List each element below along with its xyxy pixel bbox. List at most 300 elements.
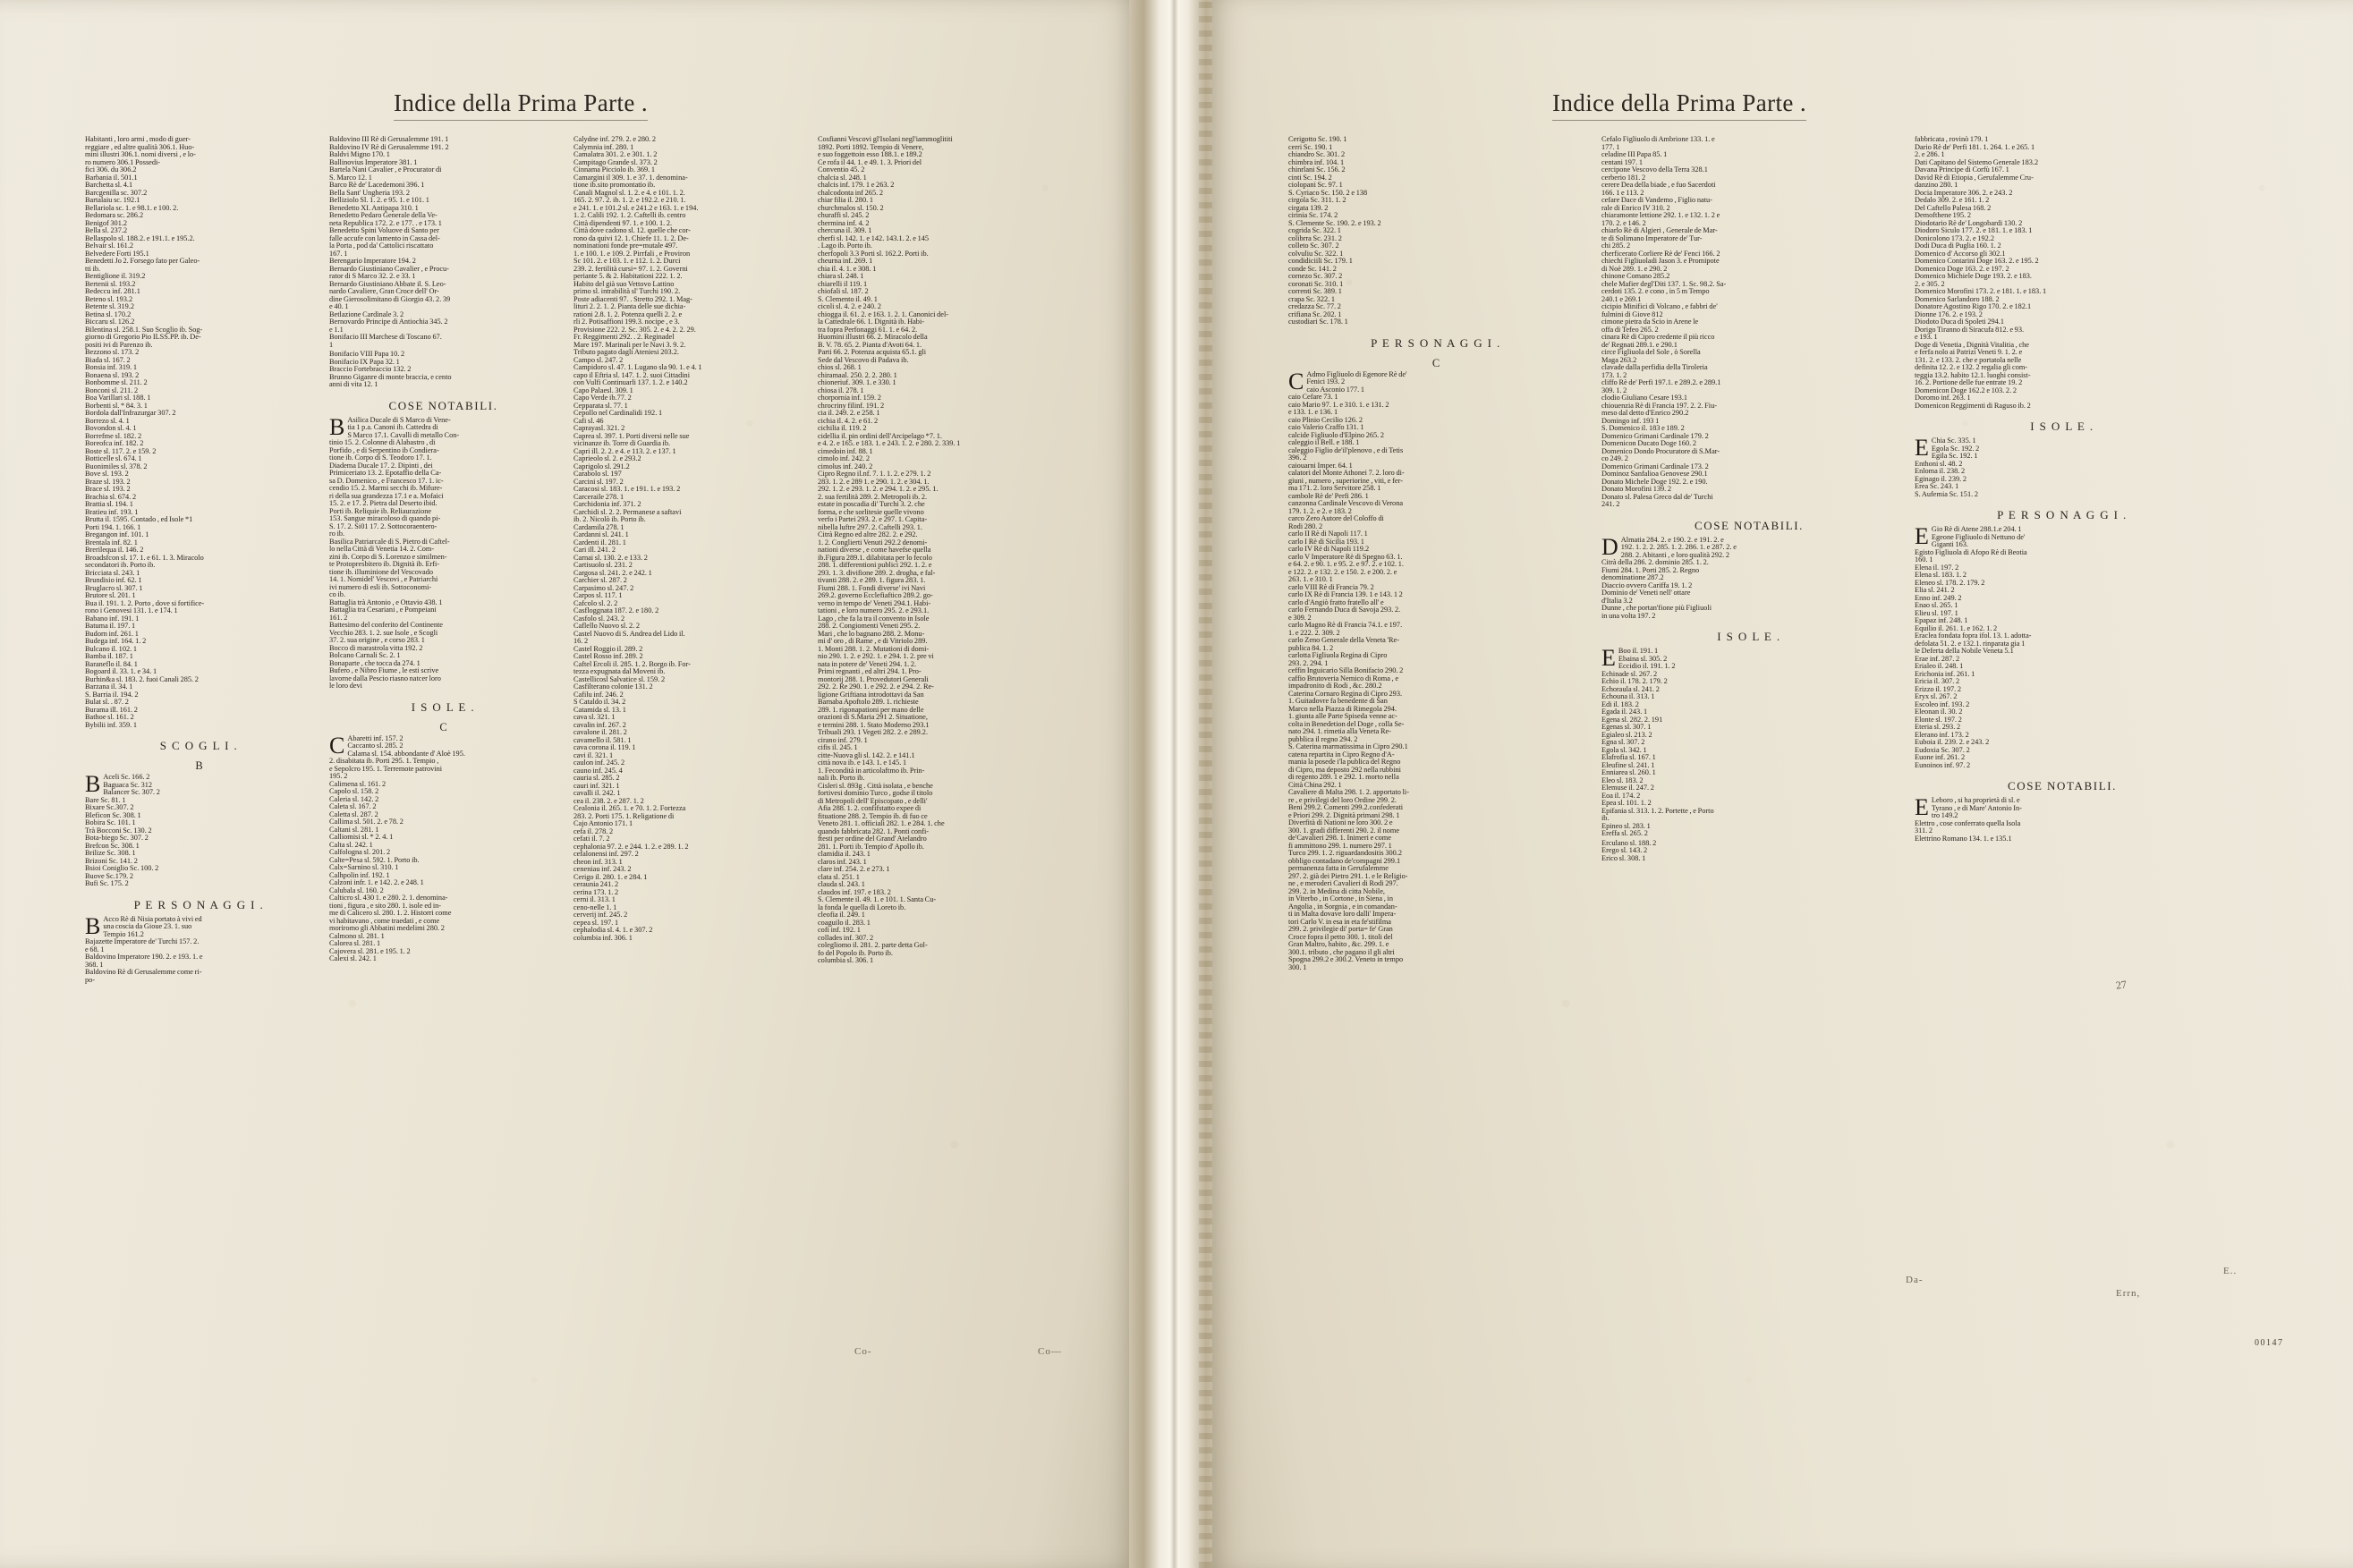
index-entry: 288. 1. differentioni publici 292. 1. 2. e (818, 562, 932, 569)
index-entry: chermina inf. 4. 2 (818, 219, 870, 227)
index-entry: Bertenii sl. 193.2 (85, 280, 136, 288)
index-entry: ro ib. (329, 530, 345, 538)
index-entry: chinone Comano 285.2 (1601, 273, 1670, 280)
index-entry: 167. 1 (329, 250, 348, 258)
index-entry: 300. 1. gradi differenti 290. 2. il nome (1288, 826, 1400, 835)
index-entry: chiramaal. 250. 2. 2. 280. 1 (818, 371, 897, 379)
index-entry: 16. 2. Portione delle fue entrate 19. 2 (1915, 379, 2023, 386)
index-entry: caio Cefare 73. 1 (1288, 394, 1338, 401)
index-entry: Casfolo sl. 243. 2 (573, 614, 625, 623)
index-entry: Broadsfcon sl. 17. 1. e 61. 1. 3. Miracolo (85, 554, 204, 562)
index-entry: Poste adiacenti 97. . Stretto 292. 1. Mag- (573, 295, 692, 303)
index-entry: caiouarni Imper. 64. 1 (1288, 462, 1353, 470)
index-entry: Citrà della 286. 2. dominio 285. 1. 2. (1601, 559, 1709, 566)
index-entry: ivi numero di esli ib. Sottoconomi- (329, 583, 432, 591)
index-entry: con Vulfi Continuarli 137. 1. 2. e 140.2 (573, 379, 688, 386)
index-entry: Betina sl. 170.2 (85, 310, 132, 318)
index-entry: le loro devi (329, 682, 362, 690)
index-entry: Caracosi sl. 183. 1. e 191. 1. e 193. 2 (573, 486, 681, 493)
index-block (85, 771, 313, 888)
index-entry: fulmini di Giove 812 (1601, 310, 1663, 318)
index-entry: Tempio 161.2 (103, 930, 144, 938)
index-entry: e 241. 1. e 101.2 sl. e 241.2 e 163. 1. e 194. (573, 204, 699, 212)
index-entry: Baldvi Migno 170. 1 (329, 151, 390, 158)
index-entry: Barnaba Apoftolo 289. 1. richieste (818, 699, 919, 706)
index-entry: tia 1 p.a. Canoni ib. Cattedra di (347, 424, 438, 431)
index-entry: 292. 2. Re 290. 1. e 292. 2. e 294. 2. Re- (818, 683, 934, 691)
index-entry: re , e privilegi del loro Ordine 299. 2. (1288, 796, 1397, 804)
index-entry: d'Italia 3.2 (1601, 597, 1633, 605)
index-entry: Braccio Fortebraccio 132. 2 (329, 366, 412, 373)
index-entry: Spogna 299.2 e 300.2. Veneto in tempo (1288, 956, 1404, 963)
index-entry: Domenicon Ducato Doge 160. 2 (1601, 440, 1697, 447)
index-entry: Beteno sl. 193.2 (85, 295, 133, 303)
index-entry: colegliomo il. 281. 2. parte detta Gol- (818, 942, 928, 949)
index-entry: tro 149.2 (1931, 812, 1958, 819)
index-entry: Donatore Agostino Rigo 170. 2. e 182.1 (1915, 303, 2032, 310)
index-entry: e 40. 1 (329, 303, 349, 310)
index-entry: Bordola dall'Infrazurgar 307. 2 (85, 410, 176, 417)
index-entry: capo il Eftria sl. 147. 1. 2. suoi Cittadini (573, 371, 690, 379)
index-entry: fituatione 288. 2. Tempio ib. di fuo ce (818, 812, 928, 820)
index-entry: definita 12. 2. e 132. 2 regalia gli com- (1915, 364, 2028, 371)
index-block (329, 351, 557, 389)
index-entry: tioni , figura , e sito 280. 1. isole ed in- (329, 902, 442, 910)
index-entry: Bonifacio IX Papa 32. 1 (329, 358, 400, 366)
index-entry: Barcgenilla sc. 307.2 (85, 189, 148, 197)
index-entry: chiosa il. 278. 1 (818, 386, 864, 394)
index-entry: Erichonia inf. 261. 1 (1915, 670, 1975, 678)
right-columns (1288, 136, 2290, 973)
index-entry: cicipio Minifici di Volcano , e fabbri de' (1601, 303, 1718, 310)
index-entry: Citrà Regno ed altre 282. 2. e 292. (818, 531, 918, 538)
index-entry: cirano inf. 279. 1 (818, 736, 868, 744)
index-entry: Donato Morofini 139. 2 (1601, 486, 1672, 493)
index-entry: la Porta , pod da' Cattolici riscattato (329, 242, 434, 250)
index-entry: clata sl. 251. 1 (818, 873, 860, 881)
index-entry: cavamello il. 581. 1 (573, 736, 632, 744)
index-entry: chinrlani Sc. 156. 2 (1288, 166, 1346, 174)
index-entry: crifiana Sc. 202. 1 (1288, 310, 1342, 318)
index-entry: Epifania sl. 313. 1. 2. Portette , e Porto (1601, 807, 1714, 815)
index-entry: Marco nella Piazza di Rimegola 294. (1288, 705, 1397, 713)
index-entry: chimbra inf. 104. 1 (1288, 158, 1345, 166)
index-entry: secondatori ib. Porto ib. (85, 562, 156, 569)
index-entry: Bove sl. 193. 2 (85, 470, 129, 478)
index-entry: Cefalo Figliuolo di Ambrione 133. 1. e (1601, 136, 1715, 143)
index-entry: cerverij inf. 245. 2 (573, 911, 628, 919)
index-entry: Bella Sant' Ungheria 193. 2 (329, 189, 410, 197)
index-entry: Davana Principe di Corfù 167. 1 (1915, 166, 2009, 174)
index-entry: Biada sl. 167. 2 (85, 356, 131, 364)
section-heading: COSE NOTABILI. (388, 398, 498, 412)
section-heading: P E R S O N A G G I . (133, 897, 265, 911)
index-entry: Callima sl. 501. 2. e 78. 2 (329, 818, 403, 826)
index-entry: nali ib. Porto ib. (818, 775, 865, 782)
index-entry: Brentala inf. 82. 1 (85, 538, 138, 547)
index-entry: cephalonia 97. 2. e 244. 1. 2. e 289. 1. 2 (573, 843, 689, 851)
index-entry: S. Barria il. 194. 2 (85, 691, 139, 699)
index-entry: Enniarea sl. 260. 1 (1601, 769, 1656, 776)
index-entry: cheon inf. 313. 1 (573, 858, 623, 866)
index-entry: Caprea sl. 397. 1. Porti diversi nelle sue (573, 432, 690, 440)
index-entry: clamidia il. 243. 1 (818, 851, 871, 858)
index-entry: Dominio de' Veneti nell' ottare (1601, 589, 1691, 597)
index-entry: ceffin Inguicario Silla Bonifacio 290. 2 (1288, 667, 1404, 674)
index-entry: cirgola Sc. 311. 1. 2 (1288, 197, 1346, 204)
index-entry: positi ivi di Parenzo ib. (85, 341, 153, 349)
index-entry: 166. 1 e 113. 2 (1601, 189, 1644, 197)
index-entry: ciolopani Sc. 97. 1 (1288, 182, 1343, 189)
index-entry: Bonaparte , che tocca da 274. 1 (329, 659, 420, 667)
index-entry: Buonimiles sl. 378. 2 (85, 462, 148, 470)
index-entry: Admo Figliuolo di Egenore Rè de' (1306, 370, 1407, 378)
index-entry: falle accufe con lamento in Cassa del- (329, 234, 440, 242)
index-entry: Eteria sl. 293. 2 (1915, 724, 1961, 731)
index-entry: caleggio il Bell. e 188. 1 (1288, 439, 1360, 446)
index-entry: e 1.1 (329, 326, 344, 334)
index-entry: David Rè di Etiopia , Gerufalemme Cru- (1915, 174, 2034, 182)
index-entry: Baldovino III Rè di Gerusalemme 191. 1 (329, 136, 449, 143)
index-entry: Eraclea fondata fopra ifol. 13. 1. adotta- (1915, 632, 2032, 640)
index-entry: clodio Giuliano Cesare 193.1 (1601, 394, 1688, 402)
index-block (1601, 840, 1897, 863)
index-entry: ib.Figura 289.1. dilabitata per lo fecolo (818, 554, 932, 562)
index-entry: Bulat sl. . 87. 2 (85, 699, 129, 706)
index-entry: . Lago ib. Porto ib. (818, 242, 872, 250)
column-R1 (1288, 136, 1584, 973)
index-entry: S. Caterina marmatissima in Cipro 290.1 (1288, 743, 1408, 750)
index-entry: cea il. 238. 2. e 287. 1. 2 (573, 797, 644, 805)
index-entry: tione ib. illuminione del Vescovado (329, 568, 433, 576)
index-entry: chiar filia il. 280. 1 (818, 197, 873, 204)
index-entry: nata in potere de' Veneti 294. 1. 2. (818, 660, 917, 668)
index-entry: carlo IV Rè di Napoli 119.2 (1288, 546, 1370, 553)
index-entry: cerri Sc. 190. 1 (1288, 143, 1333, 151)
index-entry: 2. e 305. 2 (1915, 280, 1945, 288)
index-entry: Camargini il 309. 1. e 37. 1. denomina- (573, 174, 688, 182)
index-entry: orazioni di S.Maria 291 2. Situatione, (818, 714, 928, 721)
index-entry: ib. 2. Nicolò ib. Porto ib. (573, 516, 646, 523)
index-entry: Bruglacro sl. 307. 1 (85, 584, 143, 592)
index-entry: ne , e meroderi Cavalieri di Rodi 297. (1288, 880, 1398, 887)
index-entry: 14. 1. Nomidel' Vescovi , e Patriarchi (329, 576, 438, 583)
index-entry: tione ib. Corpo di S. Teodoro 17. 1. (329, 454, 432, 462)
index-entry: Borrefme sl. 182. 2 (85, 432, 142, 440)
index-entry: Casfloggnata 187. 2. e 180. 2 (573, 607, 659, 614)
index-entry: Caleria sl. 142. 2 (329, 795, 379, 803)
index-entry: colibrra Sc. 231. 2 (1288, 234, 1342, 242)
index-entry: Baguaca Sc. 312 (103, 781, 153, 789)
index-entry: correnti Sc. 389. 1 (1288, 288, 1342, 295)
index-entry: Cisleri sl. 893g . Città isolata , e benche (818, 782, 933, 790)
index-entry: Benigof 301.2 (85, 219, 128, 227)
index-entry: cauria sl. 285. 2 (573, 775, 620, 782)
index-entry: 165. 2. 97. 2. ib. 1. 2. e 192.2. e 210. 1. (573, 197, 686, 204)
index-entry: Caflello Nuovo sl. 2. 2 (573, 623, 640, 630)
index-entry: Baldovino Rè di Gerusalemme come ri- (85, 969, 202, 976)
index-entry: Porti ib. Reliquie ib. Reliaurazione (329, 507, 432, 515)
index-entry: vicinanze ib. Torre di Guardia ib. (573, 440, 671, 447)
index-entry: Sede dal Vescovo di Padava ib. (818, 356, 909, 364)
index-entry: Bartela Nani Cavalier , e Procurator di (329, 166, 442, 174)
index-entry: Erae inf. 287. 2 (1915, 655, 1960, 663)
index-entry: Canali Magnol sl. 1. 2. e 4. e 101. 1. 2. (573, 189, 685, 197)
index-entry: Boreofca inf. 182. 2 (85, 440, 144, 447)
index-entry: Boo il. 191. 1 (1618, 648, 1659, 655)
index-entry: ro numero 306.1 Possedi- (85, 158, 161, 166)
index-entry: 269.2. governo Ecclefiaftico 289.2. go- (818, 592, 933, 599)
index-entry: Belvair sl. 161.2 (85, 242, 134, 250)
index-entry: cavalin inf. 267. 2 (573, 721, 626, 729)
index-block (1601, 645, 1897, 838)
index-entry: Bobira Sc. 101. 1 (85, 819, 136, 826)
drop-cap: E (1601, 645, 1616, 671)
index-entry: 192. 1. 2. 2. 285. 1. 2. 286. 1. e 287. 2. e (1620, 544, 1737, 551)
index-entry: ceno-nelle 1. 1 (573, 903, 617, 911)
index-entry: 2. e 286. 1 (1915, 151, 1945, 158)
index-entry: Erego sl. 143. 2 (1601, 847, 1648, 854)
left-page (0, 0, 1136, 1568)
index-entry: co ib. (329, 591, 346, 598)
index-entry: cerni il. 313. 1 (573, 896, 616, 903)
index-entry: Gran Maltro, habito , &c. 299. 1. e (1288, 941, 1389, 948)
index-entry: Bajazette Imperatore de' Turchi 157. 2. (85, 938, 200, 945)
index-entry: rono da quivi 12. 1. Chiefe 11. 1. 2. De- (573, 234, 689, 242)
index-entry: Brizoni Sc. 141. 2 (85, 857, 138, 865)
index-entry: la fonda le quella di Loreto ib. (818, 903, 906, 911)
index-entry: colta in Benedetion del Doge , colla Se- (1288, 720, 1405, 728)
index-entry: cinara Rè di Cipro credente il più ricco (1601, 334, 1715, 341)
index-entry: S. 17. 2. Si01 17. 2. Sottocoraentero- (329, 522, 437, 530)
index-entry: Cajo Antonio 171. 1 (573, 820, 633, 827)
index-entry: Fr. Reggimenti 292. . 2. Reginadel (573, 334, 675, 341)
index-entry: Cinnama Picciolo ib. 369. 1 (573, 166, 656, 174)
index-entry: cerere Dea della biade , e fuo Sacerdoti (1601, 182, 1716, 189)
index-entry: Carchidonia inf. 371. 2 (573, 501, 641, 508)
index-entry: Bricciata sl. 243. 1 (85, 569, 140, 577)
index-entry: Egeone Figliuolo di Nettuno de' (1931, 533, 2026, 541)
index-entry: clauda sl. 243. 1 (818, 881, 865, 888)
index-entry: cia il. 249. 2. e 258. 1 (818, 410, 880, 417)
index-entry: 1. 2. Calili 192. 1. 2. Caftelli ib. centro (573, 212, 686, 219)
index-entry: Battaglia tra Cesariani , e Pompeiani (329, 606, 437, 614)
index-entry: Carpos sl. 117. 1 (573, 592, 623, 599)
index-block (1288, 136, 1584, 326)
index-entry: offa di Tefeo 265. 2 (1601, 326, 1659, 334)
index-entry: conde Sc. 141. 2 (1288, 265, 1337, 273)
index-entry: po- (85, 976, 96, 984)
index-entry: Calzoni infr. 1. e 142. 2. e 248. 1 (329, 879, 424, 886)
index-entry: crapa Sc. 322. 1 (1288, 295, 1336, 303)
index-entry: Barzana il. 34. 1 (85, 683, 133, 691)
index-entry: in Viterbo , in Cortone , in Siena , in (1288, 895, 1393, 903)
index-entry: caleggio Figlio de'il'plenovo , e di Tetis (1288, 446, 1404, 454)
index-entry: cendio 15. 2. Marmi secchi ib. Mifure- (329, 485, 443, 492)
index-entry: Caprigolo sl. 291.2 (573, 462, 630, 470)
index-entry: te Protopresbitero ib. Dignità ib. Erfi- (329, 561, 440, 568)
index-entry: Burama ill. 161. 2 (85, 706, 138, 714)
index-entry: Domenico Dondo Procuratore di S.Mar- (1601, 447, 1720, 455)
index-entry: Habitanti , loro armi , modo di guer- (85, 136, 191, 143)
index-entry: nibella luftre 297. 2. Caftelli 293. 1. (818, 523, 922, 531)
index-block (329, 136, 557, 349)
drop-cap: B (85, 771, 101, 797)
index-entry: Catamida sl. 13. 1 (573, 706, 626, 714)
index-entry: Erea Sc. 243. 1 (1915, 483, 1959, 490)
index-entry: verfo i Partei 293. 2. e 297. 1. Capita- (818, 516, 928, 523)
index-entry: cavalone il. 281. 2 (573, 729, 627, 736)
index-entry: cleofia il. 249. 1 (818, 911, 865, 919)
index-entry: e 64. 2. e 90. 1. e 95. 2. e 97. 2. e 102. 1. (1288, 561, 1404, 568)
drop-cap: C (1288, 368, 1304, 394)
index-entry: cichia il. 4. 2. e 61. 2 (818, 417, 879, 425)
index-entry: Domenicon Reggimenti di Raguso ib. 2 (1915, 402, 2031, 410)
column-R3 (1915, 136, 2210, 973)
letter-heading: C (439, 720, 447, 733)
index-entry: chi 285. 2 (1601, 242, 1631, 250)
index-entry: anni di vita 12. 1 (329, 381, 378, 388)
index-entry: carlo d'Angiò fratto fratello all' e (1288, 598, 1384, 606)
index-entry: e termini 288. 1. Stato Moderno 293.1 (818, 721, 930, 729)
index-entry: Carchier sl. 287. 2 (573, 577, 627, 584)
index-entry: Demofthene 195. 2 (1915, 212, 1972, 219)
index-entry: Diaccio ovvero Cariffa 19. 1. 2 (1601, 581, 1693, 589)
index-entry: Domenico Doge 163. 2. e 197. 2 (1915, 265, 2009, 273)
index-entry: Eccidio il. 191. 1. 2 (1618, 663, 1676, 670)
index-entry: Calticro sl. 430 1. e 280. 2. 1. denomina- (329, 894, 448, 902)
index-entry: Carnai sl. 130. 2. e 133. 2 (573, 554, 648, 562)
index-entry: lo nella Città di Venetia 14. 2. Com- (329, 546, 435, 553)
index-entry: teggia 13.2. habito 12.1. luoghi consist- (1915, 371, 2031, 379)
index-entry: Cajovera sl. 281. e 195. 1. 2 (329, 947, 411, 955)
index-entry: Calymnia inf. 280. 1 (573, 143, 634, 151)
index-entry: S. Clemente Sc. 190. 2. e 193. 2 (1288, 219, 1381, 227)
drop-cap: E (1915, 435, 1929, 461)
index-entry: 15. 2. e 17. 2. Pietra dal Deserto ibid. (329, 500, 437, 507)
index-entry: Bilentina sl. 258.1. Suo Scoglio ib. Sog- (85, 326, 203, 334)
index-entry: Bratieu inf. 193. 1 (85, 508, 139, 516)
index-entry: Caftel Ercoli il. 285. 1. 2. Borgo ib. For- (573, 660, 691, 668)
index-entry: Belliziolo Sl. 1. 2. e 95. 1. e 101. 1 (329, 197, 429, 204)
index-entry: Abaretti inf. 157. 2 (347, 734, 403, 742)
index-entry: e Sepolcro 195. 1. Terremote patrovini (329, 765, 443, 773)
index-entry: cava sl. 321. 1 (573, 714, 616, 721)
drop-cap: B (329, 413, 345, 440)
column-L1 (85, 136, 313, 986)
index-entry: Bellariola sc. 1. e 98.1. e 100. 2. (85, 204, 179, 212)
index-entry: montorij 288. 1. Provedutori Generali (818, 675, 929, 683)
index-entry: primo sl. intrabilità sl' Turchi 190. 2. (573, 288, 681, 295)
index-entry: tivanti 288. 2. e 289. 1. figura 283. 1. (818, 577, 926, 584)
index-entry: chiogga il. 61. 2. e 163. 1. 2. 1. Canonici del- (818, 310, 949, 318)
index-entry: Cardanni sl. 241. 1 (573, 531, 629, 538)
index-entry: Bua il. 191. 1. 2. Porto , dove si fortifice- (85, 599, 205, 607)
index-entry: cidellia il. pin ordini dell'Arcipelago *7. 1. (818, 432, 942, 440)
index-entry: Domenico Sarlandoro 188. 2 (1915, 295, 2000, 303)
index-entry: denominatione 287.2 (1601, 574, 1664, 581)
index-entry: Angolia , in Sorgnia , e in comandan- (1288, 903, 1397, 911)
index-entry: S. Clemente il. 49. 1. e 101. 1. Santa Cu- (818, 896, 937, 903)
index-entry: Castel Nuovo di S. Andrea del Lido il. (573, 630, 685, 638)
index-entry: Bixare Sc.307. 2 (85, 804, 134, 811)
index-entry: Afia 288. 1. 2. confifstatto expee di (818, 805, 922, 812)
index-entry: Brilize Sc. 308. 1 (85, 850, 136, 857)
index-entry: ib. (1601, 815, 1610, 822)
index-entry: ma 171. 2. loro Servitore 258. 1 (1288, 485, 1381, 492)
index-entry: dine Gierosolimitano di Giorgio 43. 2. 39 (329, 295, 451, 303)
index-entry: Euone inf. 261. 2 (1915, 754, 1966, 761)
index-entry: claros inf. 243. 1 (818, 858, 867, 866)
index-entry: chiarelli il 119. 1 (818, 280, 868, 288)
index-entry: città nova ib. e 143. 1. e 145. 1 (818, 759, 907, 767)
letter-heading: C (1431, 356, 1440, 369)
index-entry: Conventio 45. 2 (818, 166, 865, 174)
section-heading: COSE NOTABILI. (1694, 518, 1805, 532)
index-entry: Domenico Grimani Cardinale 179. 2 (1601, 432, 1709, 440)
index-entry: B. V. 78. 65. 2. Pianta d'Avoti 64. 1. (818, 341, 922, 349)
index-entry: sa D. Domenico , e Francesco 17. 1. ic- (329, 477, 444, 485)
index-entry: Cartisuolo sl. 231. 2 (573, 562, 633, 569)
index-entry: Egena sl. 282. 2. 191 (1601, 716, 1663, 724)
index-entry: Brunno Giganre di monte braccia, e cento (329, 373, 452, 381)
folio-right-2: Da- (1906, 1275, 1924, 1285)
index-entry: Elia sl. 241. 2 (1915, 587, 1955, 594)
index-entry: churchmalos sl. 150. 2 (818, 204, 884, 212)
index-entry: Baldovino Imperatore 190. 2. e 193. 1. e (85, 954, 203, 961)
index-entry: Calexi sl. 242. 1 (329, 955, 377, 962)
index-entry: Carceraile 278. 1 (573, 493, 624, 501)
index-entry: forma, e che sorlitesie quelle vivono (818, 508, 924, 516)
index-entry: Brerilequa il. 146. 2 (85, 547, 144, 554)
index-entry: Bolcano Carnali Sc. 2. 1 (329, 652, 401, 659)
index-entry: Biccaru sl. 126.2 (85, 318, 135, 326)
left-columns (85, 136, 1065, 986)
index-entry: Calliomisi sl. * 2. 4. 1 (329, 834, 394, 841)
index-entry: 1. giunta alle Parte Spiseda venne ac- (1288, 713, 1397, 720)
index-entry: chiaramonte lettione 292. 1. e 132. 1. 2 e (1601, 212, 1720, 219)
drop-cap: E (1915, 794, 1929, 820)
index-entry: Elettrino Romano 134. 1. e 135.1 (1915, 835, 2012, 843)
index-entry: Elerano inf. 173. 2 (1915, 731, 1969, 739)
index-entry: chercuna il. 309. 1 (818, 227, 872, 234)
index-entry: Epineo sl. 283. 1 (1601, 822, 1651, 830)
index-entry: rli 2. Potisaffioni 199.3. nocipe , e 3. (573, 318, 680, 326)
index-entry: colvuliu Sc. 322. 1 (1288, 250, 1344, 258)
index-entry: 300.1. tributo , che pagano il gli altri (1288, 948, 1395, 956)
folio-right-3: Errn, (2116, 1288, 2141, 1299)
index-entry: Bellaspolo sl. 188.2. e 191.1. e 195.2. (85, 234, 195, 242)
index-entry: cepea sl. 197. 1 (573, 919, 619, 927)
index-entry: Diodoto Duca di Spoleti 294.1 (1915, 318, 2005, 326)
index-entry: Cafi sl. 46 (573, 417, 604, 425)
index-entry: caio Plinio Cecilio 126. 2 (1288, 416, 1363, 424)
index-entry: Bonifacio III Marchese di Toscano 67. (329, 334, 442, 341)
index-entry: Provisione 222. 2. Sc. 305. 2. e 4. 2. 2. 29. (573, 326, 696, 334)
index-entry: Acco Rè di Nisia portato à vivi ed (103, 915, 202, 923)
index-entry: nardo Cavaliere, Gran Croce dell' Or- (329, 288, 439, 295)
index-entry: 368. 1 (85, 961, 104, 969)
index-entry: Primiceriato 13. 2. Epotaffio della Ca- (329, 470, 442, 477)
folio-left-2: Co- (854, 1346, 872, 1357)
index-entry: 300. 1 (1288, 963, 1307, 971)
index-entry: Brace sl. 193. 2 (85, 486, 131, 493)
index-entry: Fenici 193. 2 (1306, 378, 1346, 386)
index-entry: Benedetto Spini Voluove di Santo per (329, 227, 439, 234)
index-entry: Bamba il. 187. 1 (85, 653, 133, 660)
index-entry: Huomini illustri 66. 2. Miracolo della (818, 334, 928, 341)
index-entry: Caterina Cornaro Regina di Cipro 293. (1288, 690, 1403, 698)
